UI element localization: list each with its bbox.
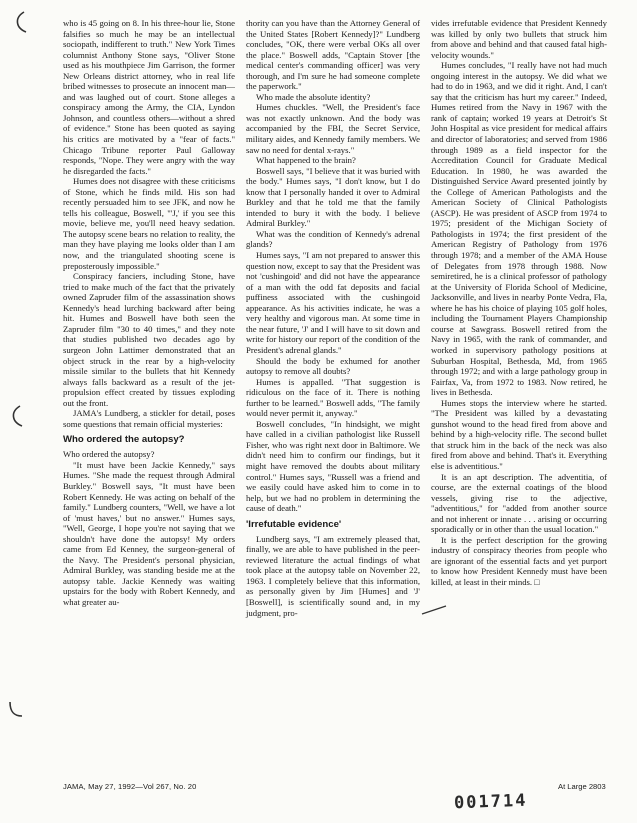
scan-mark-icon bbox=[6, 404, 26, 428]
question: Should the body be exhumed for another autopsy to remove all doubts? bbox=[246, 355, 420, 377]
paragraph: Humes does not disagree with these criticisms of Stone, which he finds mild. His son had recently persuaded him to see JFK, and now he tells his colleague, Boswell, "'J,' if you see this movie, believe me, you'll need heavy sedation. The autopsy scene bears no relation to reality, the man they have playing me looks older than I am now, and the triangulated shooting scene is preposterously impossible." bbox=[63, 176, 235, 271]
article-column-1 bbox=[63, 18, 235, 608]
paragraph: Humes chuckles. "Well, the President's face was not exactly unknown. And the body was accompanied by the FBI, the Secret Service, military aides, and Kennedy family members. We saw no need for dental x-rays." bbox=[246, 102, 420, 155]
annotation-arrow-icon bbox=[420, 602, 450, 618]
paragraph: vides irrefutable evidence that President Kennedy was killed by only two bullets that struck him from above and behind and that caused fatal high-velocity wounds." bbox=[431, 18, 607, 60]
paragraph: "It must have been Jackie Kennedy," says Humes. "She made the request through Admiral Burkley." Boswell says, "It must have been Robert Kennedy. He was acting on behalf of the family." Lundberg counters, "Well, we have a lot of 'must haves,' but no answer." Humes says, "Well, George, I hope you're not saying that we shouldn't have done the autopsy! My orders came from Ed Kenney, the surgeon-general of the Navy. The President's personal physician, Admiral Burkley, was standing beside me at the autopsy table. Jackie Kennedy was waiting upstairs for the body with Robert Kennedy, and what greater au- bbox=[63, 459, 235, 607]
question: Who ordered the autopsy? bbox=[63, 449, 155, 460]
section-heading: Who ordered the autopsy? bbox=[63, 434, 185, 446]
paragraph: JAMA's Lundberg, a stickler for detail, poses some questions that remain official mysteries: bbox=[63, 408, 235, 429]
scan-mark-icon bbox=[10, 10, 30, 34]
paragraph: thority can you have than the Attorney General of the United States [Robert Kennedy]?" Lundberg concludes, "OK, there were verbal OKs all over the place." Boswell adds, "Captain Stover [the medical center's commanding officer] was very thorough, and I'm sure he had someone complete the paperwork." bbox=[246, 18, 420, 92]
article-column-2 bbox=[246, 18, 420, 618]
paragraph: Boswell says, "I believe that it was buried with the body." Humes says, "I don't know, but I do know that I personally handed it over to Admiral Burkley and that he told me that the family intended to bury it with the body. I believe Admiral Burkley." bbox=[246, 165, 420, 229]
paragraph: Humes says, "I am not prepared to answer this question now, except to say that the President was not 'cushingoid' and did not have the appearance of a man with the odd fat deposits and facial puffiness associated with the cushingoid appearance. As his activities indicate, he was a very healthy and vigorous man. At some time in the near future, 'J' and I will have to sit down and write for history our report of the condition of the President's adrenal glands." bbox=[246, 250, 420, 355]
paragraph: Humes stops the interview where he started. "The President was killed by a devastating gunshot wound to the head fired from above and behind by a high-velocity rifle. The second bullet that struck him in the back of the neck was also fired from above and behind. That's it. Everything else is adventitious." bbox=[431, 397, 607, 471]
section-page-number: At Large 2803 bbox=[558, 782, 606, 791]
paragraph: who is 45 going on 8. In his three-hour lie, Stone falsifies so much he may be an intellectual sociopath, indifferent to truth." New York Times columnist Anthony Stone says, "Oliver Stone used as his mouthpiece Jim Garrison, the former New Orleans district attorney, who in real life bribed witnesses to prosecute an innocent man—and was laughed out of court. Stone alleges a conspiracy among the Army, the CIA, Lyndon Johnson, and countless others—without a shred of evidence." Stone has been quoted as saying his critics are motivated by a "fear of facts." Chicago Tribune reporter Paul Galloway responds, "Nope. They were angry with the way he disregarded the facts." bbox=[63, 18, 235, 176]
document-number-stamp: 001714 bbox=[453, 790, 528, 814]
paragraph: Humes is appalled. "That suggestion is ridiculous on the face of it. There is nothing further to be learned." Boswell adds, "The family would never permit it, anyway." bbox=[246, 376, 420, 419]
question: What happened to the brain? bbox=[256, 155, 356, 166]
paragraph: It is an apt description. The adventitia, of course, are the external coatings of the blood vessels, giving rise to the adjective, "adventitious," for "added from another source and not inherent or innate . . . arising or occurring sporadically or in other than the usual location." bbox=[431, 471, 607, 535]
paragraph: Lundberg says, "I am extremely pleased that, finally, we are able to have published in the peer-reviewed literature the actual findings of what took place at the autopsy table on November 22, 1963. I completely believe that this information, as personally given by Jim [Humes] and 'J' [Boswell], is scientifically sound and, in my judgment, pro- bbox=[246, 533, 420, 618]
paragraph: Humes concludes, "I really have not had much ongoing interest in the autopsy. We did what we had to do in 1963, and we did it right. And, I can't say that the criticism has hurt my career." Indeed, Humes retired from the Navy in 1967 with the rank of captain; worked 19 years at Detroit's St John Hospital as vice president for medical affairs and director of laboratories; and served from 1986 through 1989 as a field inspector for the Accreditation Council for Graduate Medical Education. In 1980, he was awarded the Distinguished Service Award presented jointly by the College of American Pathologists and the American Society of Clinical Pathologists (ASCP). He was president of ASCP from 1974 to 1975; president of the Michigan Society of Pathologists in 1974; the first president of the American Registry of Pathology from 1976 through 1978; and a member of the AMA House of Delegates from 1978 through 1988. Now semiretired, he is a clinical professor of pathology at the University of Florida School of Medicine, Jacksonville, and lives in nearby Ponte Vedra, Fla, where he has his choice of playing 105 golf holes, including the Tournament Players Championship course at Sawgrass. Boswell retired from the Navy in 1965, with the rank of commander, and worked in supervisory pathology positions at Suburban Hospital, Bethesda, Md, from 1965 through 1972; and with a large pathology group in Fairfax, Va, from 1972 to 1983. Now retired, he lives in Bethesda. bbox=[431, 60, 607, 398]
journal-citation: JAMA, May 27, 1992—Vol 267, No. 20 bbox=[63, 782, 197, 791]
paragraph: It is the perfect description for the growing industry of conspiracy theories from people who are ignorant of the essential facts and yet purport to know how President Kennedy must have been killed, at least in their minds. □ bbox=[431, 534, 607, 587]
question: What was the condition of Kennedy's adrenal glands? bbox=[246, 228, 420, 250]
paragraph: Boswell concludes, "In hindsight, we might have called in a civilian pathologist like Russell Fisher, who was right next door in Baltimore. We didn't need him to confirm our findings, but it might have removed the doubts about military control." Humes says, "Russell was a friend and we easily could have asked him to come in to help, but we had no problem in determining the cause of death." bbox=[246, 418, 420, 514]
section-heading: 'Irrefutable evidence' bbox=[246, 518, 342, 530]
question: Who made the absolute identity? bbox=[256, 91, 371, 102]
paragraph: Conspiracy fanciers, including Stone, have tried to make much of the fact that the privately owned Zapruder film of the assassination shows Kennedy's head lurching backward after being hit. Humes and Boswell have both seen the Zapruder film "30 to 40 times," and they note that studies published two decades ago by surgeon John Lattimer demonstrated that an object struck in the rear by a high-velocity missile similar to the bullets that hit Kennedy always falls backward as a result of the jet-propulsion effect created by tissues exploding out the front. bbox=[63, 271, 235, 408]
scan-mark-icon bbox=[6, 700, 26, 720]
article-column-3 bbox=[431, 18, 607, 588]
